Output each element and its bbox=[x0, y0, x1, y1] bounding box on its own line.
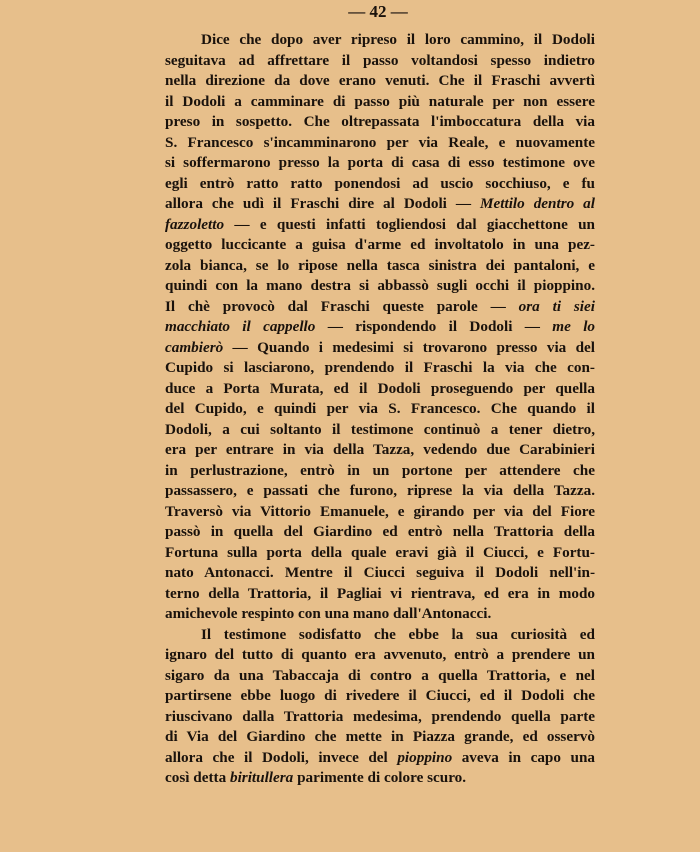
text-line bbox=[165, 645, 595, 666]
text-segment: amichevole respinto con una mano dall'Antonacci. bbox=[165, 605, 492, 622]
text-segment: partirsene ebbe luogo di rivedere il Ciucci, ed il Dodoli che bbox=[165, 687, 595, 704]
text-line bbox=[165, 584, 595, 605]
text-line bbox=[165, 399, 595, 420]
text-segment: Il chè provocò dal Fraschi queste parole — bbox=[165, 297, 519, 315]
text-line bbox=[165, 563, 595, 584]
text-line bbox=[165, 256, 595, 277]
text-line bbox=[165, 235, 595, 256]
italic-text: macchiato il cappello bbox=[165, 318, 316, 335]
text-segment: Fortuna sulla porta della quale eravi già il Ciucci, e Fortu- bbox=[165, 543, 595, 561]
text-line bbox=[165, 604, 595, 625]
page-number: — 42 — bbox=[348, 2, 408, 21]
text-line bbox=[165, 666, 595, 687]
text-line bbox=[165, 153, 595, 174]
text-segment: riuscivano dalla Trattoria medesima, prendendo quella parte bbox=[165, 707, 595, 725]
text-segment: oggetto luccicante a guisa d'arme ed involtatolo in una pez- bbox=[165, 236, 595, 253]
text-segment: ignaro del tutto di quanto era avvenuto, entrò a prendere un bbox=[165, 646, 595, 663]
text-line bbox=[165, 174, 595, 195]
text-line bbox=[165, 768, 595, 789]
text-line bbox=[165, 461, 595, 482]
text-line bbox=[165, 707, 595, 728]
text-segment: seguitava ad affrettare il passo voltandosi spesso indietro bbox=[165, 51, 595, 69]
text-line bbox=[165, 358, 595, 379]
text-line bbox=[165, 727, 595, 748]
text-segment: terno della Trattoria, il Pagliai vi rientrava, ed era in modo bbox=[165, 584, 595, 602]
text-line bbox=[165, 297, 595, 318]
italic-text: cambierò bbox=[165, 338, 224, 356]
text-line bbox=[165, 686, 595, 707]
text-line bbox=[165, 30, 595, 51]
italic-text: me lo bbox=[552, 318, 596, 335]
body-text bbox=[165, 30, 595, 789]
text-segment: — rispondendo il Dodoli — bbox=[315, 318, 553, 335]
text-line bbox=[165, 194, 595, 215]
text-segment: Dice che dopo aver ripreso il loro cammino, il Dodoli bbox=[201, 31, 595, 48]
italic-text: ora ti siei bbox=[518, 297, 595, 315]
text-line bbox=[165, 317, 595, 338]
text-segment: del Cupido, e quindi per via S. Francesco. Che quando il bbox=[165, 400, 595, 417]
text-segment: — Quando i medesimi si trovarono presso via del bbox=[223, 338, 595, 356]
text-segment: in perlustrazione, entrò in un portone per attendere che bbox=[165, 461, 595, 479]
text-line bbox=[165, 522, 595, 543]
text-segment: Dodoli, a cui soltanto il testimone continuò a tener dietro, bbox=[165, 420, 595, 438]
text-line bbox=[165, 543, 595, 564]
text-segment: Traversò via Vittorio Emanuele, e girando per via del Fiore bbox=[165, 502, 595, 520]
text-segment: parimente di colore scuro. bbox=[293, 769, 467, 786]
text-segment: passò in quella del Giardino ed entrò nella Trattoria della bbox=[165, 523, 595, 540]
text-segment: zola bianca, se lo ripose nella tasca sinistra dei pantaloni, e bbox=[165, 256, 595, 274]
text-segment: così detta bbox=[165, 769, 230, 786]
text-segment: Il testimone sodisfatto che ebbe la sua curiosità ed bbox=[201, 625, 595, 643]
text-line bbox=[165, 276, 595, 297]
text-segment: S. Francesco s'incamminarono per via Reale, e nuovamente bbox=[165, 133, 595, 151]
italic-text: pioppino bbox=[397, 748, 453, 766]
text-line bbox=[165, 502, 595, 523]
text-segment: sigaro da una Tabaccaja di contro a quella Trattoria, e nel bbox=[165, 666, 595, 684]
text-line bbox=[165, 379, 595, 400]
text-line bbox=[165, 481, 595, 502]
text-segment: di Via del Giardino che mette in Piazza grande, ed osservò bbox=[165, 728, 595, 745]
text-segment: il Dodoli a camminare di passo più naturale per non essere bbox=[165, 92, 595, 110]
text-line bbox=[165, 71, 595, 92]
text-segment: Cupido si lasciarono, prendendo il Fraschi la via che con- bbox=[165, 359, 595, 376]
italic-text: biritullera bbox=[229, 769, 294, 786]
italic-text: fazzoletto bbox=[165, 215, 225, 233]
text-segment: si soffermarono presso la porta di casa di esso testimone ove bbox=[165, 154, 595, 171]
text-line bbox=[165, 440, 595, 461]
text-segment: allora che udì il Fraschi dire al Dodoli — bbox=[165, 195, 481, 212]
text-segment: quindi con la mano destra si abbassò sugli occhi il pioppino. bbox=[165, 277, 595, 294]
italic-text: Mettilo dentro al bbox=[480, 195, 595, 212]
text-line bbox=[165, 420, 595, 441]
text-line bbox=[165, 215, 595, 236]
text-segment: nella direzione da dove erano venuti. Che il Fraschi avvertì bbox=[165, 72, 595, 89]
text-line bbox=[165, 338, 595, 359]
text-segment: aveva in capo una bbox=[452, 748, 595, 766]
text-line bbox=[165, 51, 595, 72]
text-line bbox=[165, 625, 595, 646]
text-segment: nato Antonacci. Mentre il Ciucci seguiva il Dodoli nell'in- bbox=[165, 564, 595, 581]
text-line bbox=[165, 748, 595, 769]
text-line bbox=[165, 112, 595, 133]
text-line bbox=[165, 133, 595, 154]
text-segment: era per entrare in via della Tazza, vedendo due Carabinieri bbox=[165, 441, 595, 458]
text-segment: allora che il Dodoli, invece del bbox=[165, 748, 398, 766]
text-segment: duce a Porta Murata, ed il Dodoli proseguendo per quella bbox=[165, 379, 595, 397]
text-segment: egli entrò ratto ratto ponendosi ad uscio socchiuso, e fu bbox=[165, 174, 595, 192]
text-line bbox=[165, 92, 595, 113]
text-segment: — e questi infatti togliendosi dal giacchettone un bbox=[224, 215, 595, 233]
text-segment: preso in sospetto. Che oltrepassata l'imboccatura della via bbox=[165, 113, 595, 130]
text-segment: passassero, e passati che furono, riprese la via della Tazza. bbox=[165, 482, 595, 499]
